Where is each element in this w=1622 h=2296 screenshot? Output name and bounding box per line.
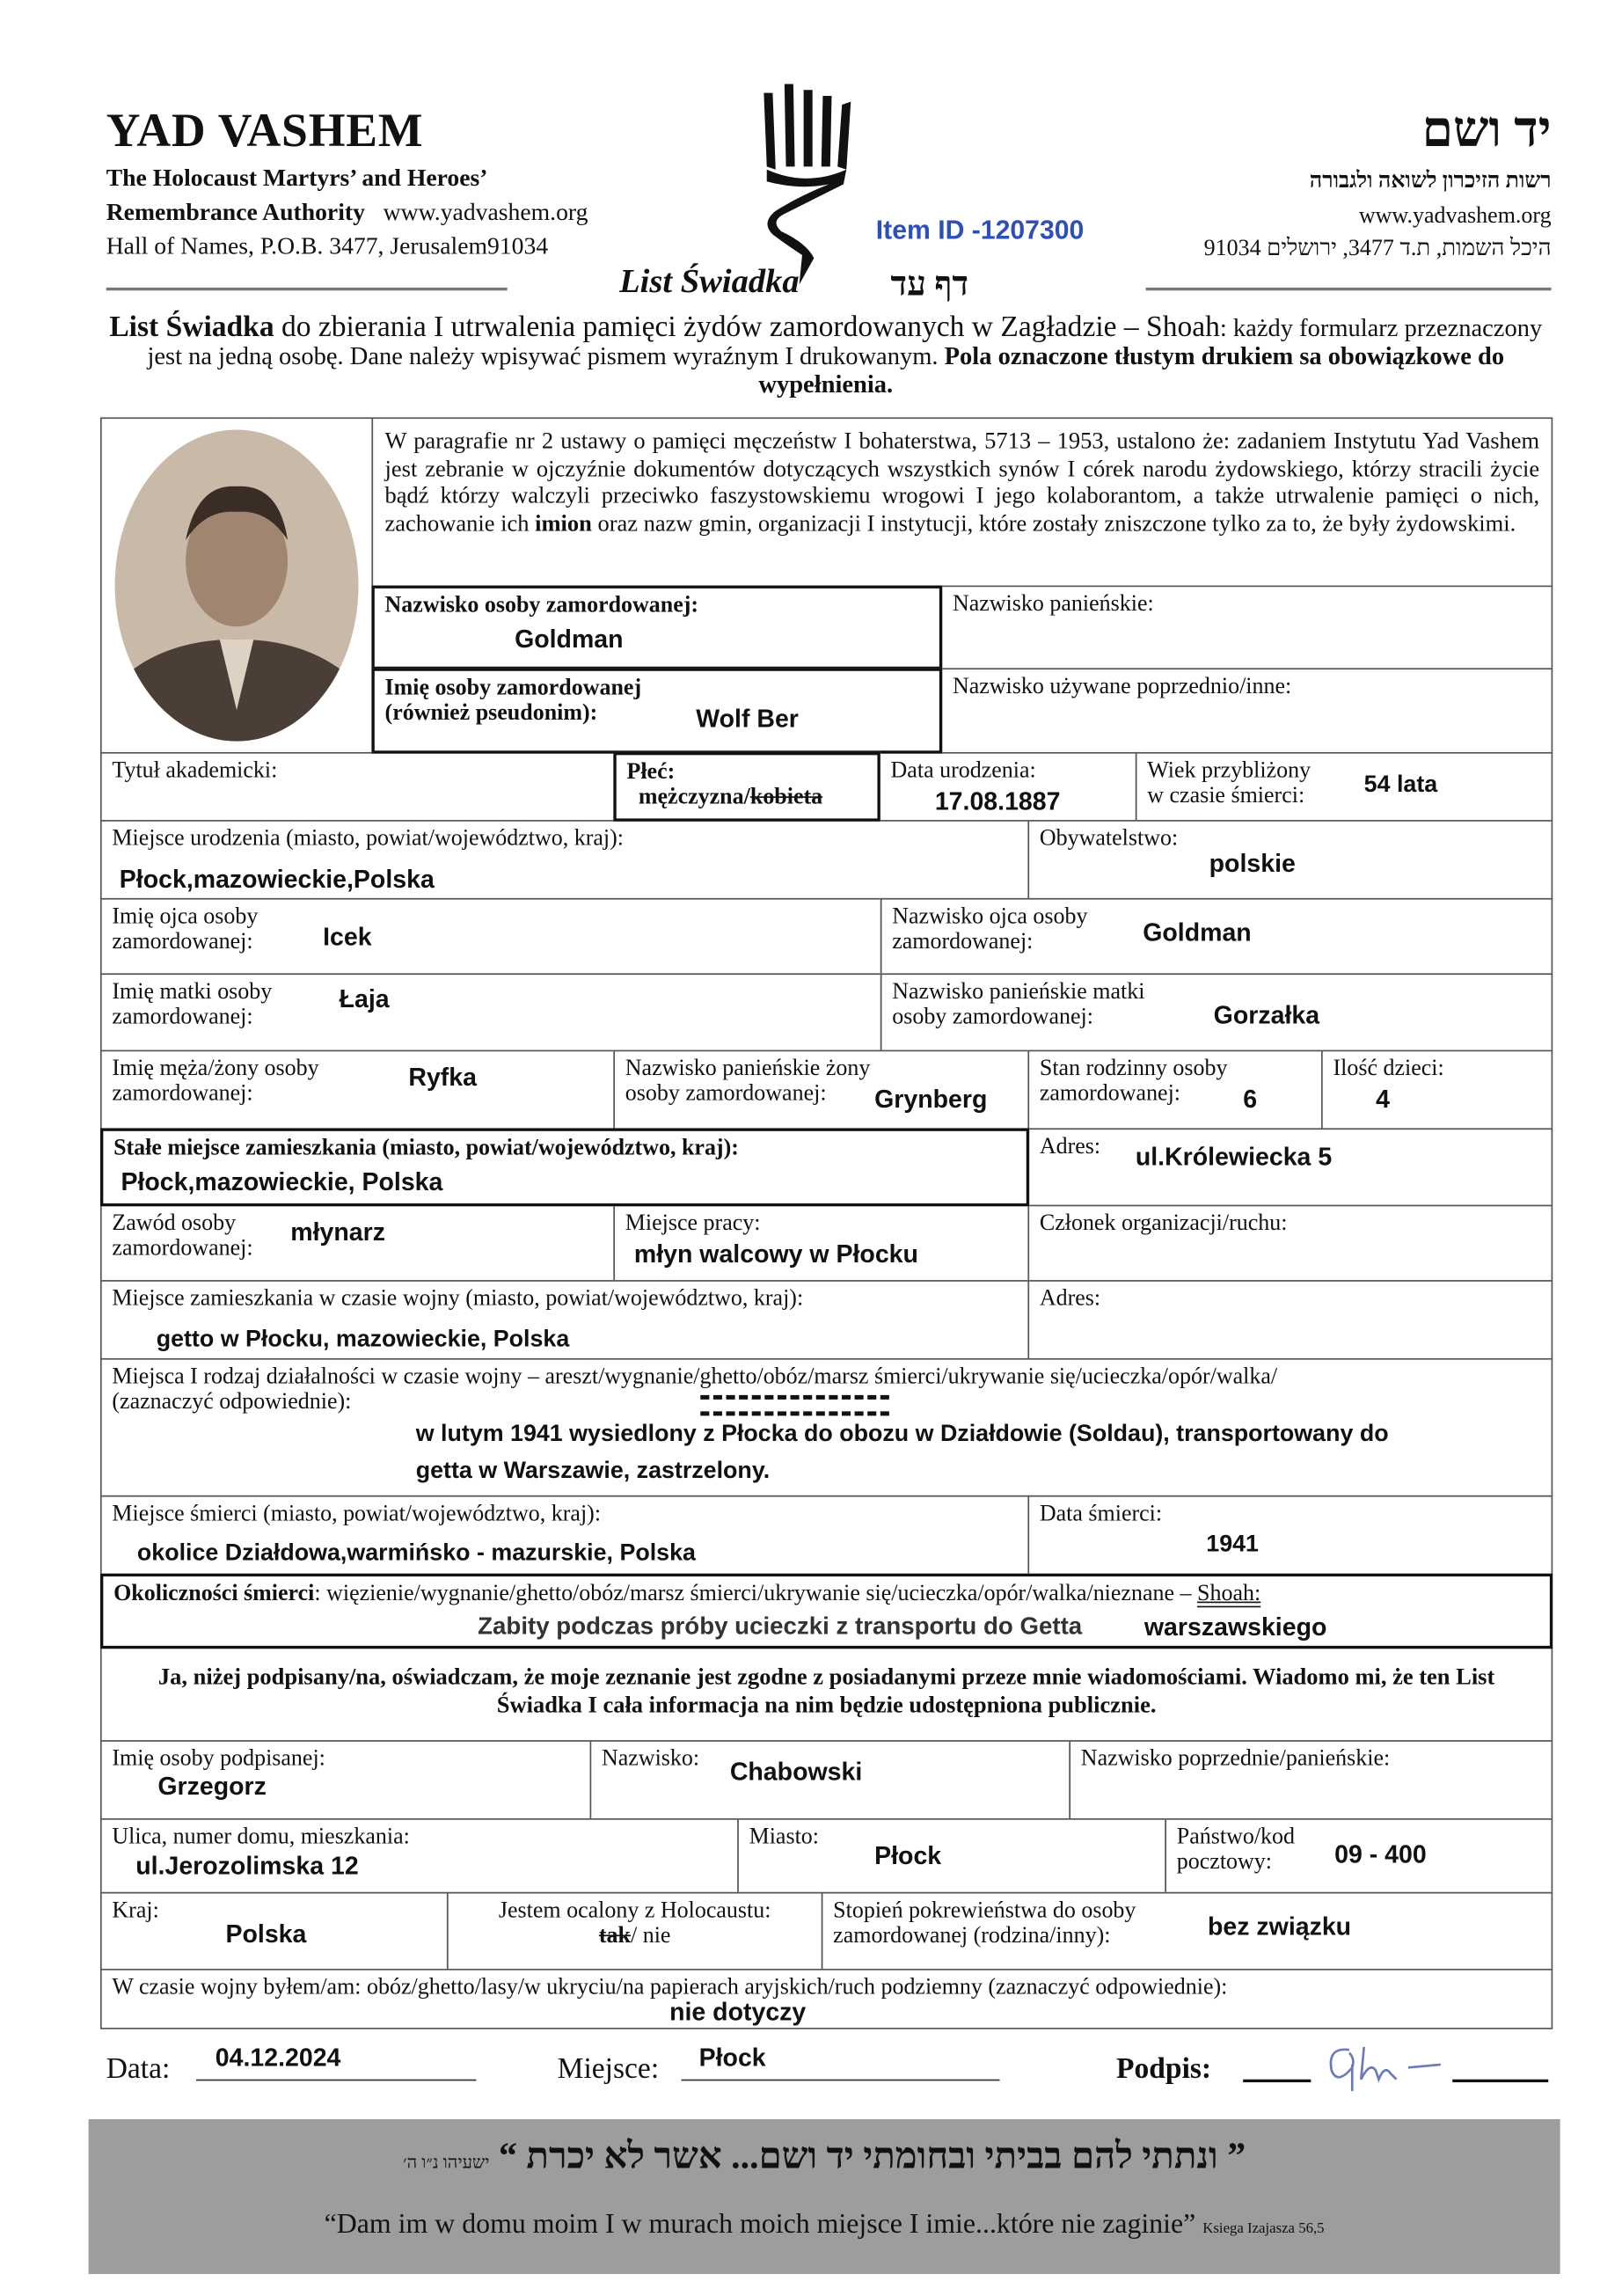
field-survivor[interactable]: Jestem ocalony z Holocaustu: tak/ nie: [447, 1892, 822, 1971]
field-death-date[interactable]: Data śmierci: 1941: [1027, 1495, 1553, 1576]
hebrew-subtitle: רשות הזיכרון לשואה ולגבורה: [1309, 169, 1552, 194]
signature-label: Podpis:: [1116, 2052, 1212, 2086]
handwritten-signature-icon: [1319, 2035, 1452, 2094]
field-death-place[interactable]: Miejsce śmierci (miasto, powiat/województwo, kraj): okolice Działdowa,warmińsko - mazurskie, Polska: [100, 1495, 1029, 1576]
org-subtitle-2: Remembrance Authority: [106, 197, 365, 226]
polish-quote: “Dam im w domu moim I w murach moich miejsce I imie...które nie zaginie” Ksiega Izajasza 56,5: [324, 2209, 1325, 2241]
item-id: Item ID -1207300: [875, 215, 1085, 245]
portrait-photo-icon: [112, 420, 361, 751]
field-citizenship[interactable]: Obywatelstwo: polskie: [1027, 820, 1553, 900]
field-previous-name[interactable]: Nazwisko używane poprzednio/inne:: [941, 668, 1553, 753]
form-title: List Świadka: [619, 262, 800, 300]
field-witness-street[interactable]: Ulica, numer domu, mieszkania: ul.Jerozolimska 12: [100, 1818, 739, 1893]
field-father-first-name[interactable]: Imię ojca osoby zamordowanej: Icek: [100, 898, 881, 975]
field-relationship[interactable]: Stopień pokrewieństwa do osoby zamordowanej (rodzina/inny): bez związku: [822, 1892, 1553, 1971]
field-first-name[interactable]: Imię osoby zamordowanej (również pseudonim): Wolf Ber: [371, 668, 942, 753]
field-witness-first-name[interactable]: Imię osoby podpisanej: Grzegorz: [100, 1740, 591, 1820]
field-sex[interactable]: Płeć: mężczyzna/kobieta: [613, 752, 880, 822]
org-subtitle: The Holocaust Martyrs’ and Heroes’: [106, 164, 488, 192]
field-mother-maiden-name[interactable]: Nazwisko panieńskie matki osoby zamordowanej: Gorzałka: [880, 973, 1553, 1051]
field-birth-place[interactable]: Miejsce urodzenia (miasto, powiat/województwo, kraj): Płock,mazowieckie,Polska: [100, 820, 1029, 900]
field-spouse-maiden-name[interactable]: Nazwisko panieńskie żony osoby zamordowanej: Grynberg: [613, 1050, 1029, 1130]
intro-text: List Świadka do zbierania I utrwalenia pamięci żydów zamordowanych w Zagładzie – Shoah: każdy formularz przeznaczony jest na jedną osobę. Dane należy wpisywać pismem wyraźnym I drukowanym. Pola oznaczone tłustym drukiem sa obowiązkowe do wypełnienia.: [109, 311, 1543, 399]
hebrew-address: היכל השמות, ת.ד 3477, ירושלים 91034: [1203, 236, 1552, 261]
signature-line-left: [1243, 2080, 1311, 2082]
date-label: Data:: [106, 2052, 171, 2086]
legal-paragraph: W paragrafie nr 2 ustawy o pamięci męczeństw I bohaterstwa, 5713 – 1953, ustalono że: zadaniem Instytutu Yad Vashem jest zebranie w ojczyźnie dokumentów dotyczących wszystkich synów I córek narodu żydowskiego, którzy stracili życie bądź którzy walczyli przeciwko faszystowskiemu wrogowi I jego kolaborantom, a także utrwalenie pamięci o nich, zachowanie ich imion oraz nazw gmin, organizacji I instytucji, które zostały zniszczone tylko za to, że były żydowskimi.: [371, 417, 1553, 587]
ghetto-selection-mark: [700, 1395, 889, 1415]
field-witness-wartime[interactable]: W czasie wojny byłem/am: obóz/ghetto/lasy/w ukryciu/na papierach aryjskich/ruch podziemny (zaznaczyć odpowiednie): nie dotyczy: [100, 1969, 1553, 2029]
field-wartime-activities[interactable]: Miejsca I rodzaj działalności w czasie wojny – areszt/wygnanie/ghetto/obóz/marsz śmierci/ukrywanie się/ucieczka/opór/walka/ (zaznaczyć odpowiednie): w lutym 1941 wysiedlony z Płocka do obozu w Działdowie (Soldau), transportowany do getta w Warszawie, zastrzelony.: [100, 1358, 1553, 1497]
field-witness-previous-name[interactable]: Nazwisko poprzednie/panieńskie:: [1069, 1740, 1553, 1820]
place-line: [681, 2080, 999, 2081]
surname-value: Goldman: [515, 625, 624, 654]
field-occupation[interactable]: Zawód osoby zamordowanej: młynarz: [100, 1205, 615, 1282]
field-academic-title[interactable]: Tytuł akademicki:: [100, 752, 615, 822]
field-maiden-name[interactable]: Nazwisko panieńskie:: [941, 586, 1553, 670]
field-permanent-residence[interactable]: Stałe miejsce zamieszkania (miasto, powiat/województwo, kraj): Płock,mazowieckie, Polska: [100, 1128, 1029, 1206]
declaration-text: Ja, niżej podpisany/na, oświadczam, że moje zeznanie jest zgodne z posiadanymi przeze mnie wiadomościami. Wiadomo mi, że ten List Świadka I cała informacja na nim będzie udostępniona publicznie.: [100, 1648, 1553, 1742]
victim-photo: [100, 417, 373, 753]
field-workplace[interactable]: Miejsce pracy: młyn walcowy w Płocku: [613, 1205, 1029, 1282]
field-organization[interactable]: Członek organizacji/ruchu:: [1027, 1205, 1553, 1282]
field-family-status[interactable]: Stan rodzinny osoby zamordowanej: 6: [1027, 1050, 1322, 1130]
field-witness-city[interactable]: Miasto: Płock: [737, 1818, 1166, 1893]
yad-vashem-logo-icon: [755, 81, 870, 288]
org-title: YAD VASHEM: [106, 103, 424, 157]
date-value[interactable]: 04.12.2024: [215, 2044, 341, 2073]
header-divider-right: [1146, 288, 1552, 290]
field-birth-date[interactable]: Data urodzenia: 17.08.1887: [879, 752, 1136, 822]
field-war-address[interactable]: Adres:: [1027, 1280, 1553, 1360]
website-link[interactable]: www.yadvashem.org: [383, 197, 588, 226]
field-address[interactable]: Adres: ul.Królewiecka 5: [1027, 1128, 1553, 1206]
place-value[interactable]: Płock: [698, 2044, 766, 2073]
field-father-surname[interactable]: Nazwisko ojca osoby zamordowanej: Goldman: [880, 898, 1553, 975]
field-witness-surname[interactable]: Nazwisko: Chabowski: [590, 1740, 1071, 1820]
org-address: Hall of Names, P.O.B. 3477, Jerusalem91034: [106, 231, 549, 260]
footer-banner: [89, 2119, 1560, 2274]
field-witness-country[interactable]: Kraj: Polska: [100, 1892, 449, 1971]
signature-line-right: [1452, 2080, 1548, 2082]
hebrew-website[interactable]: www.yadvashem.org: [1358, 203, 1552, 229]
field-witness-postal[interactable]: Państwo/kod pocztowy: 09 - 400: [1165, 1818, 1553, 1893]
field-death-circumstances[interactable]: Okoliczności śmierci: więzienie/wygnanie/ghetto/obóz/marsz śmierci/ukrywanie się/ucieczka/opór/walka/nieznane – Shoah: Zabity podczas próby ucieczki z transportu do Getta warszawskiego: [100, 1574, 1553, 1649]
header-divider-left: [106, 288, 508, 290]
first-name-value: Wolf Ber: [696, 705, 799, 734]
field-surname[interactable]: Nazwisko osoby zamordowanej: Goldman: [371, 586, 942, 670]
date-line: [196, 2080, 477, 2081]
field-children[interactable]: Ilość dzieci: 4: [1321, 1050, 1553, 1130]
hebrew-quote: ” ונתתי להם בביתי ובחומתי יד ושם... אשר לא יכרת “ ישעיהו נ״ו ה׳: [402, 2137, 1246, 2177]
field-war-residence[interactable]: Miejsce zamieszkania w czasie wojny (miasto, powiat/województwo, kraj): getto w Płocku, mazowieckie, Polska: [100, 1280, 1029, 1360]
place-label: Miejsce:: [557, 2052, 660, 2086]
hebrew-title: יד ושם: [1421, 103, 1552, 158]
field-mother-first-name[interactable]: Imię matki osoby zamordowanej: Łaja: [100, 973, 881, 1051]
field-age[interactable]: Wiek przybliżony w czasie śmierci: 54 lata: [1136, 752, 1553, 822]
field-spouse-first-name[interactable]: Imię męża/żony osoby zamordowanej: Ryfka: [100, 1050, 615, 1130]
form-title-hebrew: דף עד: [890, 265, 969, 303]
